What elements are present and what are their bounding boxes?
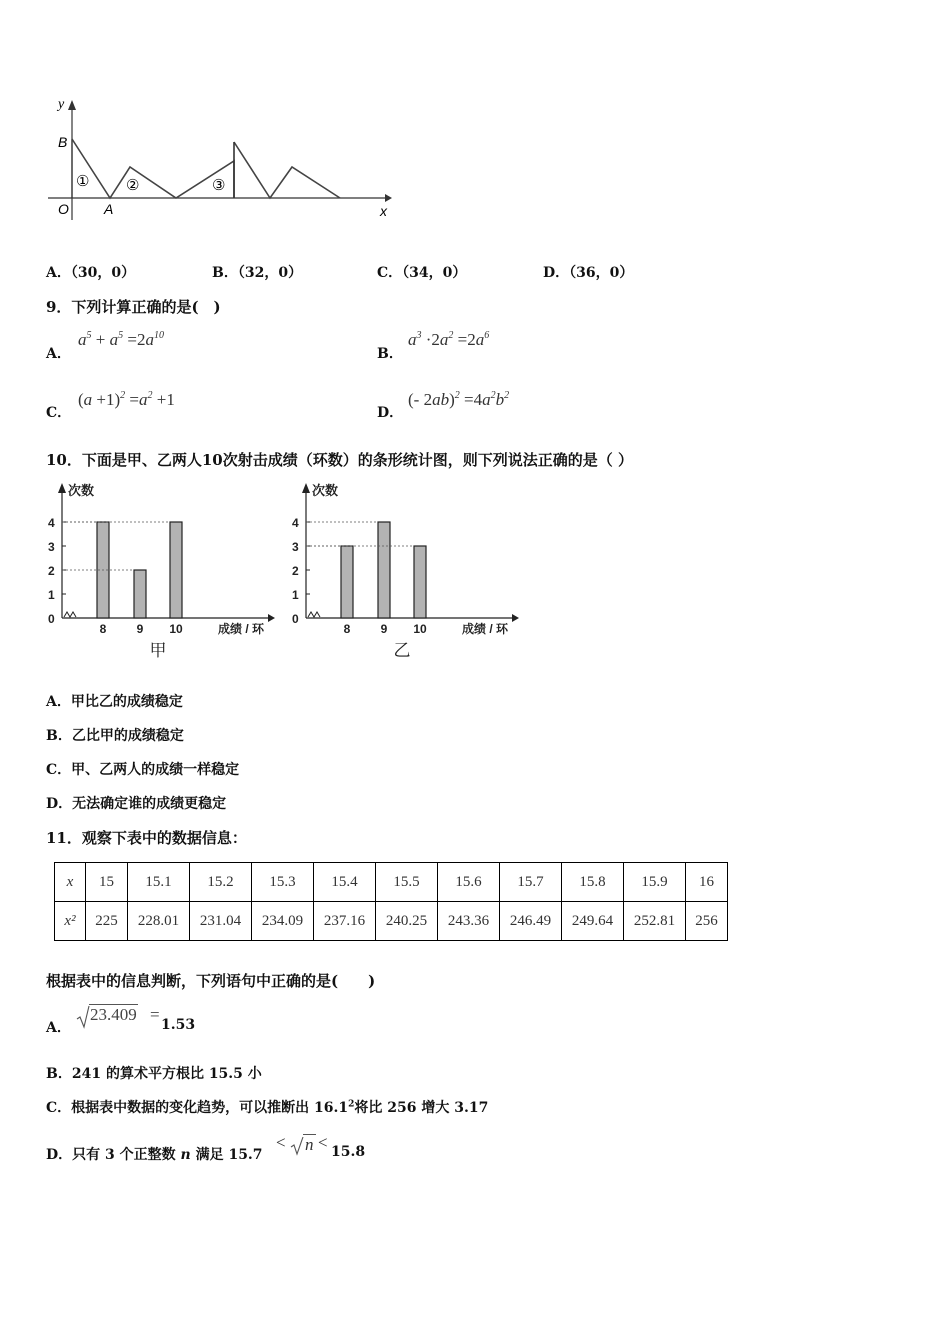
q10-option-b bbox=[46, 725, 184, 745]
sqrt-icon bbox=[290, 1136, 304, 1156]
chart-yi-bar-8 bbox=[341, 546, 353, 618]
q11-prompt: 根据表中的信息判断，下列语句中正确的是( ) bbox=[46, 972, 376, 990]
q11-option-d-text-pre: 只有 3 个正整数 bbox=[72, 1147, 176, 1163]
sqrt-icon bbox=[76, 1005, 90, 1029]
table-cell: 246.49 bbox=[500, 902, 562, 941]
chart-jia-y-axis-title: 次数 bbox=[68, 483, 95, 498]
q9-option-c-label: C． bbox=[46, 405, 72, 421]
chart-yi-x-tick-label: 9 bbox=[380, 622, 388, 636]
table-cell: 237.16 bbox=[314, 902, 376, 941]
table-row-x bbox=[55, 863, 728, 902]
q10-option-d-text: 无法确定谁的成绩更稳定 bbox=[72, 796, 227, 812]
chart-yi-y-tick-label: 4 bbox=[292, 516, 299, 530]
axis-y-label: y bbox=[58, 97, 65, 112]
chart-yi-y-axis-arrow bbox=[302, 483, 310, 493]
q8-option-a-label: A． bbox=[46, 265, 71, 281]
q8-option-b-label: B． bbox=[212, 265, 238, 281]
chart-yi-bar-10 bbox=[414, 546, 426, 618]
chart-jia-x-axis-arrow bbox=[268, 614, 275, 622]
q8-option-b bbox=[212, 262, 302, 282]
chart-yi-x-axis-title: 成绩 / 环 bbox=[462, 622, 509, 636]
chart-jia-y-tick-label: 3 bbox=[48, 540, 55, 554]
q11-option-d-label: D． bbox=[46, 1147, 73, 1163]
q10-option-c-text: 甲、乙两人的成绩一样稳定 bbox=[71, 762, 240, 778]
q9-option-d-label: D． bbox=[377, 405, 404, 421]
chart-jia-x-tick-label: 9 bbox=[136, 622, 144, 636]
table-header-x2: x² bbox=[55, 902, 86, 941]
q8-option-b-text: （32，0） bbox=[237, 265, 303, 281]
q9-option-b-formula: $a^3 \cdot 2a^2 =2a^6$ bbox=[408, 330, 490, 349]
chart-yi-axis-break-icon bbox=[308, 612, 320, 617]
table-cell: 256 bbox=[686, 902, 728, 941]
equals-sign: = bbox=[150, 1005, 160, 1024]
axis-x-label: x bbox=[380, 203, 387, 219]
q10-option-a-text: 甲比乙的成绩稳定 bbox=[70, 694, 183, 710]
chart-jia-y-tick-label: 1 bbox=[48, 588, 55, 602]
q9-option-a-formula: $a^5 + a^5 =2a^{10}$ bbox=[78, 330, 164, 349]
chart-jia-bar-9 bbox=[134, 570, 146, 618]
q10-option-d-label: D． bbox=[46, 796, 73, 812]
table-row-x2 bbox=[55, 902, 728, 941]
zigzag-path-2 bbox=[234, 142, 340, 198]
chart-jia-x-axis-title: 成绩 / 环 bbox=[218, 622, 265, 636]
q11-option-a-text: 1.53 bbox=[161, 1017, 196, 1033]
q11-option-b-label: B． bbox=[46, 1066, 72, 1082]
q8-option-a-text: （30，0） bbox=[70, 265, 136, 281]
table-cell: 231.04 bbox=[190, 902, 252, 941]
chart-yi-y-tick-label: 1 bbox=[292, 588, 299, 602]
q10-option-a-label: A． bbox=[46, 694, 71, 710]
q11-option-b-text: 241 的算术平方根比 15.5 小 bbox=[71, 1066, 262, 1082]
q8-option-d bbox=[543, 262, 633, 282]
table-cell: 15.7 bbox=[500, 863, 562, 902]
region-3-label: ③ bbox=[212, 177, 226, 194]
chart-jia-title: 甲 bbox=[149, 641, 167, 660]
q9-option-c-formula: $(a +1)^2 =a^2 +1$ bbox=[78, 390, 175, 409]
q11-option-c-text-pre: 根据表中数据的变化趋势，可以推断出 16.1 bbox=[71, 1100, 349, 1116]
q11-option-c-sup: 2 bbox=[348, 1099, 355, 1110]
q10-title: 10．下面是甲、乙两人10次射击成绩（环数）的条形统计图，则下列说法正确的是（ ） bbox=[46, 451, 633, 469]
table-cell: 243.36 bbox=[438, 902, 500, 941]
q10-option-c-label: C． bbox=[46, 762, 72, 778]
x-axis-arrow bbox=[385, 194, 392, 202]
chart-yi-x-axis-arrow bbox=[512, 614, 519, 622]
chart-jia-y-tick-label: 0 bbox=[48, 612, 55, 626]
chart-yi-y-tick-label: 2 bbox=[292, 564, 299, 578]
table-cell: 252.81 bbox=[624, 902, 686, 941]
q9-option-a-label: A． bbox=[46, 346, 71, 362]
q8-option-d-label: D． bbox=[543, 265, 570, 281]
table-cell: 15.2 bbox=[190, 863, 252, 902]
q8-option-c bbox=[377, 262, 466, 282]
q11-option-c-text-post: 将比 256 增大 3.17 bbox=[354, 1100, 489, 1116]
q11-option-c bbox=[46, 1097, 488, 1117]
chart-yi-y-axis-title: 次数 bbox=[312, 483, 339, 498]
table-cell: 15.8 bbox=[562, 863, 624, 902]
q8-option-d-text: （36，0） bbox=[569, 265, 634, 281]
q11-table bbox=[54, 862, 728, 941]
region-1-label: ① bbox=[76, 173, 90, 190]
chart-jia-y-tick-label: 2 bbox=[48, 564, 55, 578]
sqrt-radicand-n: n bbox=[305, 1135, 314, 1154]
q8-option-c-label: C． bbox=[377, 265, 403, 281]
chart-yi-y-tick-label: 0 bbox=[292, 612, 299, 626]
q10-option-b-label: B． bbox=[46, 728, 72, 744]
q11-option-d-text-mid: 满足 15.7 bbox=[195, 1147, 263, 1163]
sqrt-radicand: 23.409 bbox=[90, 1005, 137, 1024]
chart-jia-axis-break-icon bbox=[64, 612, 76, 617]
chart-jia-bar-10 bbox=[170, 522, 182, 618]
y-axis-arrow bbox=[68, 100, 76, 110]
less-than-sign-2: < bbox=[318, 1133, 328, 1152]
table-cell: 16 bbox=[686, 863, 728, 902]
q8-graph bbox=[40, 92, 400, 227]
table-header-x: x bbox=[55, 863, 86, 902]
q9-option-b-label: B． bbox=[377, 346, 403, 362]
region-2-label: ② bbox=[126, 177, 140, 194]
table-cell: 15.1 bbox=[128, 863, 190, 902]
q11-title: 11．观察下表中的数据信息： bbox=[46, 829, 247, 847]
table-cell: 240.25 bbox=[376, 902, 438, 941]
q11-option-d-var: n bbox=[180, 1147, 191, 1163]
q10-option-a bbox=[46, 691, 183, 711]
chart-jia-x-tick-label: 8 bbox=[99, 622, 107, 636]
table-cell: 234.09 bbox=[252, 902, 314, 941]
chart-jia-x-tick-label: 10 bbox=[169, 622, 183, 636]
table-cell: 15.3 bbox=[252, 863, 314, 902]
table-cell: 15 bbox=[86, 863, 128, 902]
q11-option-b bbox=[46, 1063, 262, 1083]
chart-jia-y-axis-arrow bbox=[58, 483, 66, 493]
table-cell: 249.64 bbox=[562, 902, 624, 941]
zigzag-path-1 bbox=[72, 139, 234, 198]
chart-yi-y-tick-label: 3 bbox=[292, 540, 299, 554]
q10-option-d bbox=[46, 793, 226, 813]
q10-option-b-text: 乙比甲的成绩稳定 bbox=[71, 728, 184, 744]
chart-yi-x-tick-label: 8 bbox=[343, 622, 351, 636]
table-cell: 15.5 bbox=[376, 863, 438, 902]
less-than-sign-1: < bbox=[276, 1133, 286, 1152]
point-a-label: A bbox=[104, 201, 114, 217]
chart-jia bbox=[40, 475, 285, 660]
chart-yi-x-tick-label: 10 bbox=[413, 622, 427, 636]
q9-option-d-formula: (- $2ab)^2 =4a^2b^2$ bbox=[408, 390, 510, 409]
q11-option-c-label: C． bbox=[46, 1100, 72, 1116]
q9-title: 9．下列计算正确的是( ) bbox=[46, 298, 221, 316]
chart-yi-title: 乙 bbox=[393, 641, 411, 660]
q8-option-c-text: （34，0） bbox=[402, 265, 467, 281]
chart-yi bbox=[284, 475, 529, 660]
table-cell: 15.9 bbox=[624, 863, 686, 902]
q10-option-c bbox=[46, 759, 239, 779]
q11-option-d bbox=[46, 1144, 263, 1164]
table-cell: 15.6 bbox=[438, 863, 500, 902]
point-b-label: B bbox=[58, 134, 68, 150]
chart-jia-y-tick-label: 4 bbox=[48, 516, 55, 530]
q8-option-a bbox=[46, 262, 135, 282]
origin-label: O bbox=[58, 201, 69, 217]
chart-yi-bar-9 bbox=[378, 522, 390, 618]
table-cell: 15.4 bbox=[314, 863, 376, 902]
q11-option-d-text-post: 15.8 bbox=[331, 1144, 366, 1160]
q11-option-a-label: A． bbox=[46, 1020, 71, 1036]
table-cell: 225 bbox=[86, 902, 128, 941]
table-cell: 228.01 bbox=[128, 902, 190, 941]
